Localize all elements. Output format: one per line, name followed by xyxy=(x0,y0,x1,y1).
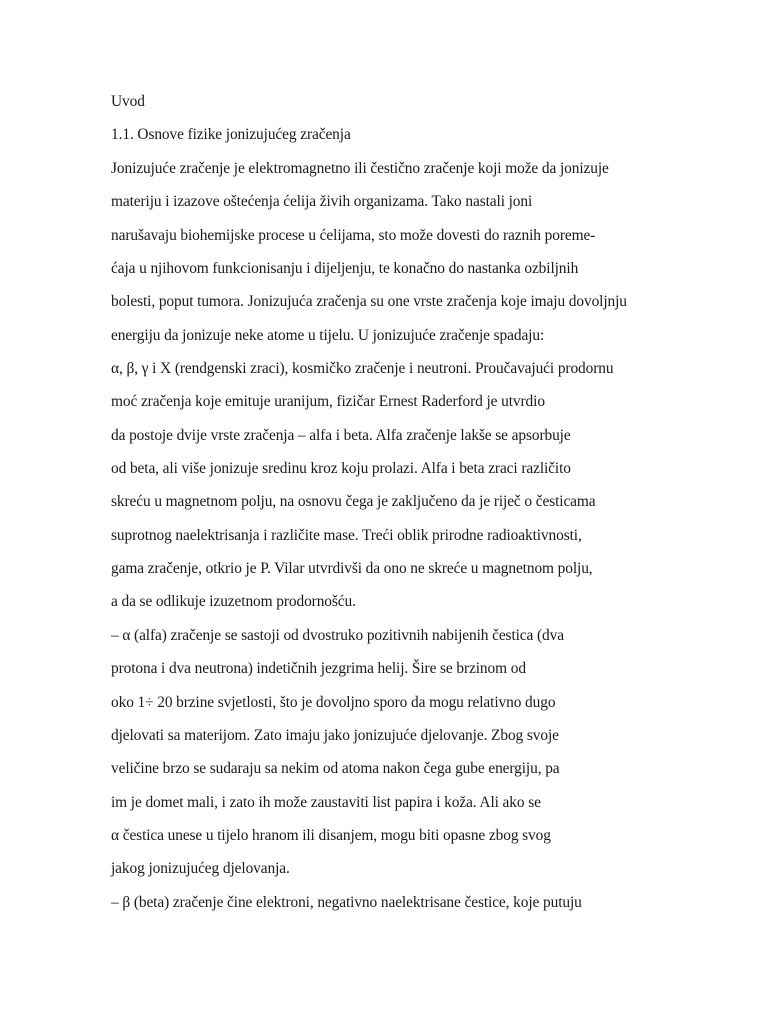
paragraph-line: α, β, γ i X (rendgenski zraci), kosmičko zračenje i neutroni. Proučavajući prodornu xyxy=(111,360,614,377)
paragraph-line: – α (alfa) zračenje se sastoji od dvostruko pozitivnih nabijenih čestica (dva xyxy=(111,627,564,644)
paragraph-line: veličine brzo se sudaraju sa nekim od atoma nakon čega gube energiju, pa xyxy=(111,760,560,777)
paragraph-line: ćaja u njihovom funkcionisanju i dijeljenju, te konačno do nastanka ozbiljnih xyxy=(111,260,579,277)
paragraph-line: da postoje dvije vrste zračenja – alfa i beta. Alfa zračenje lakše se apsorbuje xyxy=(111,427,571,444)
paragraph-line: materiju i izazove oštećenja ćelija živih organizama. Tako nastali joni xyxy=(111,193,533,210)
paragraph-line: α čestica unese u tijelo hranom ili disanjem, mogu biti opasne zbog svog xyxy=(111,827,551,844)
paragraph-line: suprotnog naelektrisanja i različite mase. Treći oblik prirodne radioaktivnosti, xyxy=(111,527,582,544)
paragraph-line: protona i dva neutrona) indetičnih jezgrima helij. Šire se brzinom od xyxy=(111,660,526,677)
paragraph-line: – β (beta) zračenje čine elektroni, negativno naelektrisane čestice, koje putuju xyxy=(111,894,582,911)
paragraph-line: Jonizujuće zračenje je elektromagnetno ili čestično zračenje koji može da jonizuje xyxy=(111,160,609,177)
paragraph-line: jakog jonizujućeg djelovanja. xyxy=(111,860,290,877)
paragraph-line: gama zračenje, otkrio je P. Vilar utvrdivši da ono ne skreće u magnetnom polju, xyxy=(111,560,593,577)
paragraph-line: bolesti, poput tumora. Jonizujuća zračenja su one vrste zračenja koje imaju dovoljnju xyxy=(111,293,627,310)
paragraph-line: a da se odlikuje izuzetnom prodornošću. xyxy=(111,593,356,610)
paragraph-line: im je domet mali, i zato ih može zaustaviti list papira i koža. Ali ako se xyxy=(111,794,541,811)
document-heading: Uvod xyxy=(111,93,145,110)
paragraph-line: moć zračenja koje emituje uranijum, fizičar Ernest Raderford je utvrdio xyxy=(111,393,545,410)
paragraph-line: oko 1÷ 20 brzine svjetlosti, što je dovoljno sporo da mogu relativno dugo xyxy=(111,694,556,711)
paragraph-line: energiju da jonizuje neke atome u tijelu. U jonizujuće zračenje spadaju: xyxy=(111,327,545,344)
paragraph-line: skreću u magnetnom polju, na osnovu čega je zaključeno da je riječ o česticama xyxy=(111,493,596,510)
paragraph-line: djelovati sa materijom. Zato imaju jako jonizujuće djelovanje. Zbog svoje xyxy=(111,727,559,744)
paragraph-line: narušavaju biohemijske procese u ćelijama, sto može dovesti do raznih poreme- xyxy=(111,227,596,244)
paragraph-line: od beta, ali više jonizuje sredinu kroz koju prolazi. Alfa i beta zraci različito xyxy=(111,460,571,477)
section-title: 1.1. Osnove fizike jonizujućeg zračenja xyxy=(111,126,351,143)
